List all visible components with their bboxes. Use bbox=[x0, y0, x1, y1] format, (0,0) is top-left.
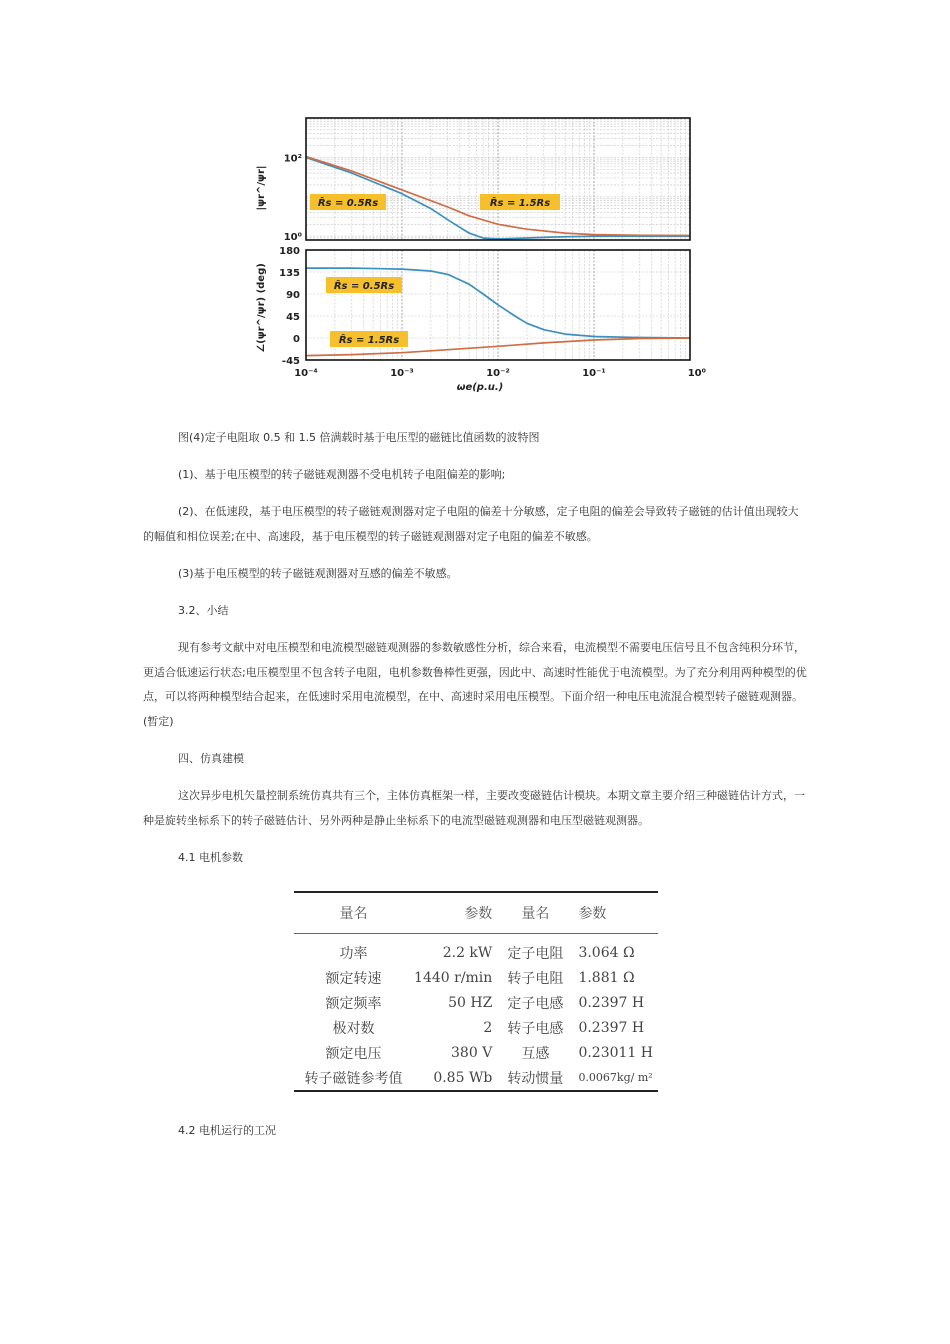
bode-plot-figure bbox=[248, 110, 708, 400]
table-cell: 2 bbox=[483, 1019, 493, 1036]
table-cell: 3.064 Ω bbox=[578, 944, 635, 961]
section-heading-motor-params: 4.1 电机参数 bbox=[178, 851, 243, 864]
paragraph-4: 现有参考文献中对电压模型和电流模型磁链观测器的参数敏感性分析，综合来看，电流模型不需要电压信号且不包含纯积分环节，更适合低速运行状态;电压模型里不包含转子电阻，电机参数鲁棒性更强，因此中、高速时性能优于电流模型。为了充分利用两种模型的优点，可以将两种模型结合起来，在低速时采用电流模型，在中、高速时采用电压模型。下面介绍一种电压电流混合模型转子磁链观测器。(暂定) bbox=[143, 641, 807, 728]
paragraph-2: (2)、在低速段，基于电压模型的转子磁链观测器对定子电阻的偏差十分敏感，定子电阻的偏差会导致转子磁链的估计值出现较大的幅值和相位误差;在中、高速段，基于电压模型的转子磁链观测器对定子电阻的偏差不敏感。 bbox=[143, 505, 799, 543]
table-cell: 50 HZ bbox=[448, 994, 493, 1011]
table-row bbox=[294, 1065, 658, 1091]
table-cell: 2.2 kW bbox=[442, 944, 493, 961]
figure-caption: 图(4)定子电阻取 0.5 和 1.5 倍满载时基于电压型的磁链比值函数的波特图 bbox=[178, 431, 540, 444]
y-tick-label: 0 bbox=[293, 334, 300, 345]
y-tick-label: 90 bbox=[286, 290, 300, 301]
motor-parameters-table bbox=[294, 891, 658, 1092]
table-cell: 0.0067kg/ m² bbox=[578, 1071, 653, 1084]
annotation-label: R̂s = 1.5Rs bbox=[489, 198, 551, 209]
paragraph-3: (3)基于电压模型的转子磁链观测器对互感的偏差不敏感。 bbox=[178, 567, 458, 580]
table-cell: 转子电阻 bbox=[507, 970, 564, 987]
table-cell: 功率 bbox=[339, 945, 368, 962]
table-header: 参数 bbox=[464, 906, 493, 922]
table-row bbox=[294, 1015, 658, 1040]
y-tick-label: 180 bbox=[279, 246, 300, 257]
section-heading-summary: 3.2、小结 bbox=[178, 604, 229, 617]
y-tick-label: -45 bbox=[281, 356, 300, 367]
y-tick-label: 10⁰ bbox=[283, 232, 302, 244]
table-cell: 定子电感 bbox=[507, 995, 564, 1012]
x-tick-label: 10⁻³ bbox=[390, 368, 414, 379]
table-cell: 380 V bbox=[451, 1044, 493, 1061]
table-cell: 0.23011 H bbox=[578, 1044, 653, 1061]
x-tick-label: 10⁰ bbox=[687, 368, 706, 379]
section-heading-simulation: 四、仿真建模 bbox=[178, 752, 244, 765]
magnitude-plot bbox=[284, 118, 690, 243]
table-header: 量名 bbox=[521, 906, 550, 922]
x-tick-label: 10⁻² bbox=[486, 368, 510, 379]
y-tick-label: 10² bbox=[283, 153, 302, 165]
table-cell: 互感 bbox=[521, 1045, 550, 1062]
table-row bbox=[294, 965, 658, 990]
table-cell: 转子电感 bbox=[507, 1020, 564, 1037]
y-tick-label: 135 bbox=[279, 268, 300, 279]
table-cell: 额定频率 bbox=[325, 995, 382, 1012]
table-row bbox=[294, 934, 658, 966]
table-cell: 转子磁链参考值 bbox=[304, 1070, 403, 1087]
table-cell: 0.2397 H bbox=[578, 994, 645, 1011]
annotation-label: R̂s = 0.5Rs bbox=[317, 198, 379, 209]
magnitude-y-label: |ψr^/ψr| bbox=[256, 165, 267, 211]
phase-plot bbox=[279, 246, 690, 367]
phase-y-label: ∠(ψr^/ψr) (deg) bbox=[256, 263, 267, 353]
table-cell: 极对数 bbox=[332, 1020, 375, 1037]
x-tick-label: 10⁻⁴ bbox=[294, 368, 318, 379]
y-tick-label: 45 bbox=[286, 312, 300, 323]
table-cell: 转动惯量 bbox=[507, 1070, 564, 1087]
annotation-label: R̂s = 1.5Rs bbox=[338, 335, 400, 346]
table-row bbox=[294, 990, 658, 1015]
x-axis-label: ωe(p.u.) bbox=[456, 382, 504, 393]
table-cell: 0.85 Wb bbox=[433, 1069, 493, 1086]
table-cell: 额定电压 bbox=[325, 1045, 382, 1062]
table-row bbox=[294, 1040, 658, 1065]
annotation-label: R̂s = 0.5Rs bbox=[333, 281, 395, 292]
section-heading-operating-conditions: 4.2 电机运行的工况 bbox=[178, 1124, 276, 1137]
table-cell: 0.2397 H bbox=[578, 1019, 645, 1036]
table-header-row bbox=[294, 892, 658, 934]
table-header: 量名 bbox=[339, 906, 368, 922]
x-tick-label: 10⁻¹ bbox=[582, 368, 606, 379]
paragraph-5: 这次异步电机矢量控制系统仿真共有三个，主体仿真框架一样，主要改变磁链估计模块。本期文章主要介绍三种磁链估计方式，一种是旋转坐标系下的转子磁链估计、另外两种是静止坐标系下的电流型磁链观测器和电压型磁链观测器。 bbox=[143, 789, 805, 827]
table-cell: 1440 r/min bbox=[414, 969, 493, 986]
paragraph-1: (1)、基于电压模型的转子磁链观测器不受电机转子电阻偏差的影响; bbox=[178, 468, 506, 481]
table-cell: 1.881 Ω bbox=[578, 969, 635, 986]
table-cell: 定子电阻 bbox=[507, 945, 564, 962]
table-cell: 额定转速 bbox=[325, 970, 382, 987]
table-header: 参数 bbox=[578, 906, 607, 922]
